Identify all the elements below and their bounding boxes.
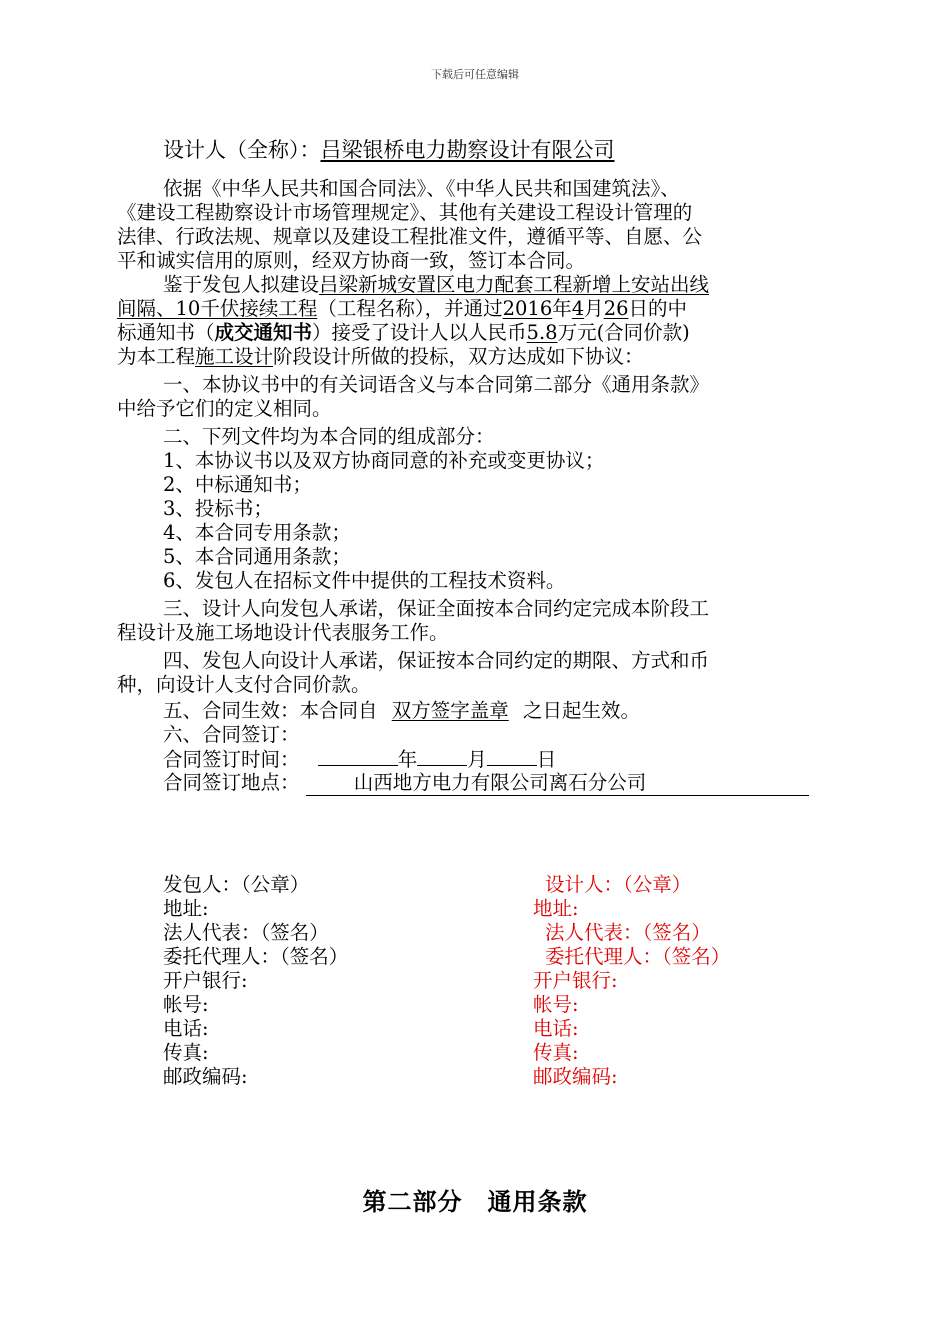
employer-fax: 传真: xyxy=(163,1041,209,1064)
project-name-part2: 间隔、10千伏接续工程 xyxy=(117,297,318,320)
design-stage: 施工设计 xyxy=(195,345,274,368)
employer-address: 地址: xyxy=(163,897,209,920)
sign-month-blank xyxy=(417,747,467,766)
clause5-text: 五、合同生效：本合同自 xyxy=(163,699,378,722)
clause3-line-2: 程设计及施工场地设计代表服务工作。 xyxy=(117,621,449,644)
designer-label: 设计人（全称）： xyxy=(163,138,321,162)
para2-text: ）接受了设计人以人民币 xyxy=(312,321,527,344)
list-item: 1、本协议书以及双方协商同意的补充或变更协议； xyxy=(163,449,605,472)
para2-text: 阶段设计所做的投标，双方达成如下协议： xyxy=(273,345,644,368)
sign-year-blank xyxy=(318,747,398,766)
para2-text: （工程名称），并通过 xyxy=(317,297,503,320)
clause4-line-1: 四、发包人向设计人承诺，保证按本合同约定的期限、方式和币 xyxy=(163,649,710,672)
designer-phone: 电话: xyxy=(533,1017,579,1040)
para1-line-3: 法律、行政法规、规章以及建设工程批准文件，遵循平等、自愿、公 xyxy=(117,225,703,248)
designer-fax: 传真: xyxy=(533,1041,579,1064)
para2-text: 月 xyxy=(584,297,604,320)
clause6: 六、合同签订： xyxy=(163,723,300,746)
notice-year: 2016 xyxy=(502,297,553,320)
month-unit: 月 xyxy=(467,748,487,771)
clause5 xyxy=(163,699,883,723)
designer-seal: 设计人：（公章） xyxy=(545,873,692,896)
list-item: 2、中标通知书； xyxy=(163,473,312,496)
clause1-line-1: 一、本协议书中的有关词语含义与本合同第二部分《通用条款》 xyxy=(163,373,710,396)
designer-account: 帐号: xyxy=(533,993,579,1016)
clause5-text: 之日起生效。 xyxy=(522,699,640,722)
page-header-note: 下载后可任意编辑 xyxy=(431,68,519,81)
employer-phone: 电话: xyxy=(163,1017,209,1040)
para2-text: 为本工程 xyxy=(117,345,196,368)
designer-agent: 委托代理人：（签名） xyxy=(545,945,731,968)
contract-amount: 5.8 xyxy=(526,321,558,344)
clause2: 二、下列文件均为本合同的组成部分： xyxy=(163,425,495,448)
para1-line-2: 《建设工程勘察设计市场管理规定》、其他有关建设工程设计管理的 xyxy=(117,201,693,224)
sign-place: 山西地方电力有限公司离石分公司 xyxy=(306,771,809,796)
para1-line-4: 平和诚实信用的原则，经双方协商一致，签订本合同。 xyxy=(117,249,586,272)
notice-day: 26 xyxy=(603,297,629,320)
notice-month: 4 xyxy=(571,297,585,320)
sign-day-blank xyxy=(487,747,537,766)
designer-postcode: 邮政编码: xyxy=(533,1065,618,1088)
employer-legal-rep: 法人代表：（签名） xyxy=(163,921,329,944)
part-title: 第二部分 通用条款 xyxy=(362,1187,588,1216)
designer-legal-rep: 法人代表：（签名） xyxy=(545,921,711,944)
clause3-line-1: 三、设计人向发包人承诺，保证全面按本合同约定完成本阶段工 xyxy=(163,597,710,620)
clause1-line-2: 中给予它们的定义相同。 xyxy=(117,397,332,420)
sign-time-label: 合同签订时间： xyxy=(163,748,300,771)
para2-text: 万元(合同价款) xyxy=(557,321,690,344)
para2-text: 日的中 xyxy=(628,297,688,320)
designer-name-line xyxy=(163,138,883,162)
project-name-part1: 吕梁新城安置区电力配套工程新增上安站出线 xyxy=(319,273,710,296)
clause4-line-2: 种，向设计人支付合同价款。 xyxy=(117,673,371,696)
para2-line-4 xyxy=(117,345,837,369)
employer-bank: 开户银行: xyxy=(163,969,248,992)
notice-type: 成交通知书 xyxy=(214,321,313,344)
sign-place-label: 合同签订地点： xyxy=(163,771,300,794)
para2-line-1 xyxy=(163,273,883,297)
list-item: 5、本合同通用条款； xyxy=(163,545,351,568)
para2-line-2 xyxy=(117,297,837,321)
effective-condition: 双方签字盖章 xyxy=(391,699,509,722)
para2-text: 年 xyxy=(552,297,572,320)
para2-line-3 xyxy=(117,321,837,345)
para2-text: 标通知书（ xyxy=(117,321,215,344)
list-item: 6、发包人在招标文件中提供的工程技术资料。 xyxy=(163,569,566,592)
employer-postcode: 邮政编码: xyxy=(163,1065,248,1088)
employer-account: 帐号: xyxy=(163,993,209,1016)
day-unit: 日 xyxy=(536,748,557,771)
employer-agent: 委托代理人：（签名） xyxy=(163,945,349,968)
sign-time-line xyxy=(163,747,883,772)
para2-text: 鉴于发包人拟建设 xyxy=(163,273,320,296)
list-item: 3、投标书； xyxy=(163,497,273,520)
year-unit: 年 xyxy=(397,748,418,771)
sign-place-line xyxy=(163,771,883,796)
para1-line-1: 依据《中华人民共和国合同法》、《中华人民共和国建筑法》、 xyxy=(163,177,680,200)
employer-seal: 发包人：（公章） xyxy=(163,873,310,896)
designer-address: 地址: xyxy=(533,897,579,920)
designer-bank: 开户银行: xyxy=(533,969,618,992)
list-item: 4、本合同专用条款； xyxy=(163,521,351,544)
designer-name: 吕梁银桥电力勘察设计有限公司 xyxy=(320,138,615,162)
